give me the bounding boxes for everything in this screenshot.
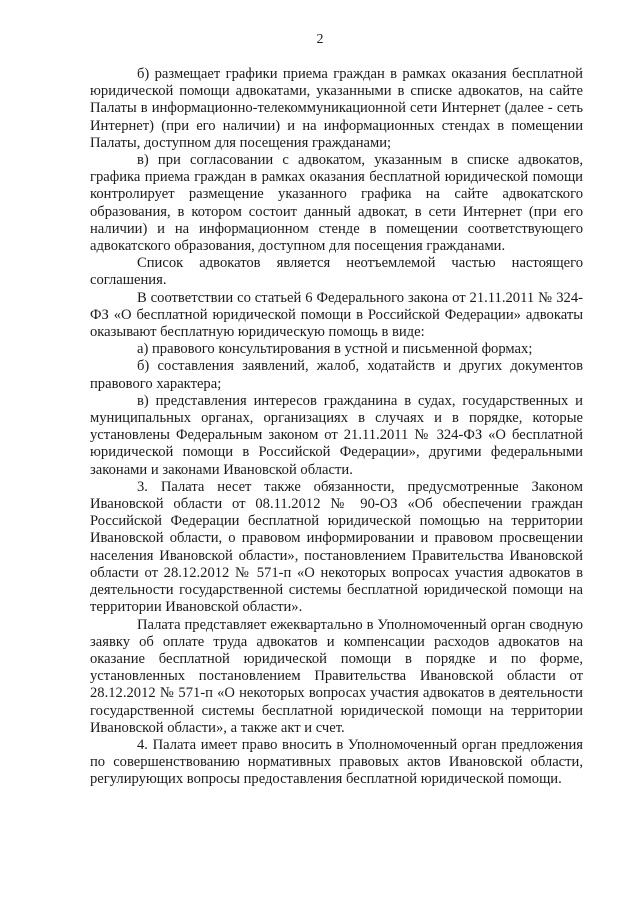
paragraph-4-proposals: 4. Палата имеет право вносить в Уполномоченный орган предложения по совершенствованию нормативных правовых актов Ивановской области, регулирующих вопросы предоставления бесплатной юридической помощи. [90, 736, 583, 788]
paragraph-1b-schedules: б) размещает графики приема граждан в рамках оказания бесплатной юридической помощи адвокатами, указанными в списке адвокатов, на сайте Палаты в информационно-телекоммуникационной сети Интернет (далее - сеть Интернет) (при его наличии) и на информационных стендах в помещении Палаты, доступном для посещения гражданами; [90, 66, 583, 151]
paragraph-help-a: а) правового консультирования в устной и письменной формах; [137, 341, 533, 358]
paragraph-quarterly-report: Палата представляет ежеквартально в Уполномоченный орган сводную заявку об оплате труда адвокатов и компенсации расходов адвокатов на оказание бесплатной юридической помощи в порядке и по форме, установленных постановлением Правительства Ивановской области от 28.12.2012 № 571-п «О некоторых вопросах участия адвокатов в деятельности государственной системы бесплатной юридической помощи на территории Ивановской области», а также акт и счет. [90, 616, 583, 736]
paragraph-1v-schedule-control: в) при согласовании с адвокатом, указанным в списке адвокатов, графика приема граждан в рамках оказания бесплатной юридической помощи контролирует размещение указанного графика на сайте адвокатского образования, в котором состоит данный адвокат, в сети Интернет (при его наличии) и на информационном стенде в помещении соответствующего адвокатского образования, доступном для посещения гражданами. [90, 152, 583, 255]
paragraph-help-v: в) представления интересов гражданина в судах, государственных и муниципальных органах, организациях в случаях и в порядке, которые установлены Федеральным законом от 21.11.2011 № 324-ФЗ «О бесплатной юридической помощи в Российской Федерации», другими федеральными законами и законами Ивановской области. [90, 392, 583, 478]
paragraph-list-of-lawyers: Список адвокатов является неотъемлемой частью настоящего соглашения. [90, 255, 583, 289]
paragraph-3-obligations: 3. Палата несет также обязанности, предусмотренные Законом Ивановской области от 08.11.2012 № 90-ОЗ «Об обеспечении граждан Российской Федерации бесплатной юридической помощью на территории Ивановской области, о правовом информировании и правовом просвещении населения Ивановской области», постановлением Правительства Ивановской области от 28.12.2012 № 571-п «О некоторых вопросах участия адвокатов в деятельности государственной системы бесплатной юридической помощи на территории Ивановской области». [90, 478, 583, 616]
page-number: 2 [316, 32, 324, 47]
document-body [90, 66, 583, 789]
paragraph-federal-law-intro: В соответствии со статьей 6 Федерального закона от 21.11.2011 № 324-ФЗ «О бесплатной юридической помощи в Российской Федерации» адвокаты оказывают бесплатную юридическую помощь в виде: [90, 289, 583, 341]
paragraph-help-b: б) составления заявлений, жалоб, ходатайств и других документов правового характера; [90, 358, 583, 392]
